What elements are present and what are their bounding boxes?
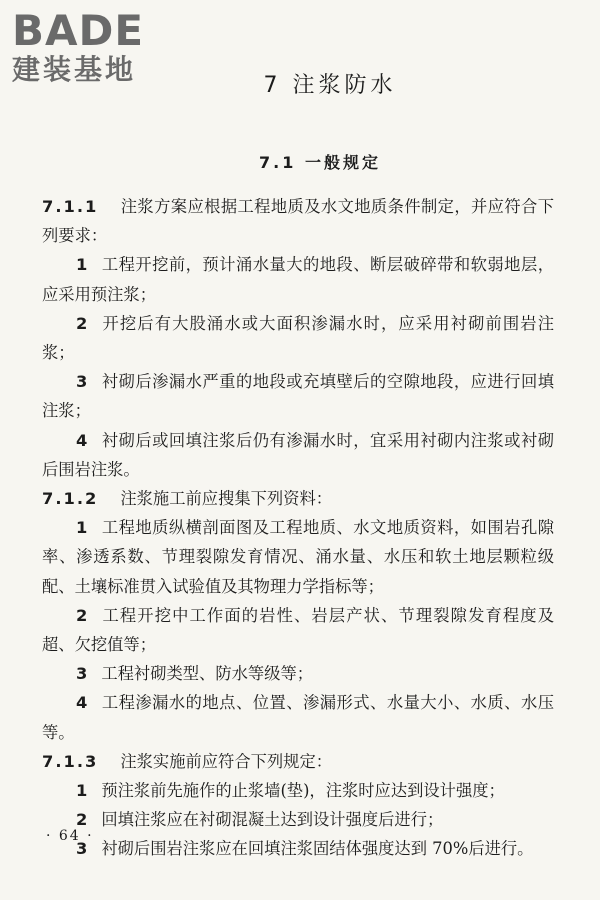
- item-number: 3: [76, 839, 88, 859]
- clause-number: 7.1.2: [42, 489, 99, 509]
- item-text: 工程开挖中工作面的岩性、岩层产状、节理裂隙发育程度及超、欠挖值等；: [42, 605, 554, 655]
- item-number: 1: [76, 781, 88, 801]
- item-number: 4: [76, 693, 88, 713]
- list-item: [42, 309, 554, 367]
- list-item: [42, 367, 554, 425]
- item-text: 工程衬砌类型、防水等级等；: [101, 664, 314, 684]
- item-number: 3: [76, 664, 88, 684]
- chapter-title: 7 注浆防水: [263, 73, 397, 98]
- item-number: 1: [76, 518, 88, 538]
- page-number: · 64 ·: [46, 828, 94, 844]
- item-text: 开挖后有大股涌水或大面积渗漏水时，应采用衬砌前围岩注浆；: [42, 313, 554, 363]
- list-item: [42, 688, 554, 746]
- clause-7-1-1: [42, 192, 554, 250]
- logo-mark: BADE: [12, 6, 145, 55]
- clause-7-1-2: [42, 484, 554, 513]
- item-number: 1: [76, 255, 88, 275]
- clause-text: 注浆方案应根据工程地质及水文地质条件制定，并应符合下列要求：: [42, 197, 554, 246]
- item-number: 3: [76, 372, 88, 392]
- list-item: [42, 426, 554, 484]
- section-title: 7.1 一般规定: [259, 153, 381, 172]
- item-number: 2: [76, 313, 88, 333]
- item-text: 工程开挖前，预计涌水量大的地段、断层破碎带和软弱地层，应采用预注浆；: [42, 255, 554, 304]
- list-item: [42, 776, 554, 805]
- item-number: 2: [76, 810, 88, 830]
- clause-text: 注浆施工前应搜集下列资料：: [120, 489, 333, 509]
- item-text: 衬砌后渗漏水严重的地段或充填壁后的空隙地段，应进行回填注浆；: [42, 372, 554, 421]
- item-text: 工程地质纵横剖面图及工程地质、水文地质资料，如围岩孔隙率、渗透系数、节理裂隙发育情况、涌水量、水压和软土地层颗粒级配、土壤标准贯入试验值及其物理力学指标等；: [42, 518, 554, 596]
- clause-number: 7.1.1: [42, 197, 99, 216]
- document-body: [42, 192, 554, 864]
- item-text: 预注浆前先施作的止浆墙(垫)，注浆时应达到设计强度；: [101, 781, 505, 801]
- clause-7-1-3: [42, 747, 554, 776]
- list-item: [42, 659, 554, 688]
- list-item: [42, 601, 554, 659]
- list-item: [42, 250, 554, 308]
- item-text: 衬砌后围岩注浆应在回填注浆固结体强度达到 70%后进行。: [101, 839, 534, 859]
- item-text: 工程渗漏水的地点、位置、渗漏形式、水量大小、水质、水压等。: [42, 693, 554, 742]
- item-number: 4: [76, 430, 88, 450]
- list-item: [42, 513, 554, 601]
- item-number: 2: [76, 605, 88, 625]
- logo-subtitle: 建装基地: [12, 53, 137, 86]
- clause-text: 注浆实施前应符合下列规定：: [120, 751, 333, 771]
- list-item: [42, 805, 554, 834]
- item-text: 回填注浆应在衬砌混凝土达到设计强度后进行；: [101, 810, 444, 830]
- list-item: [42, 834, 554, 863]
- clause-number: 7.1.3: [42, 751, 99, 771]
- item-text: 衬砌后或回填注浆后仍有渗漏水时，宜采用衬砌内注浆或衬砌后围岩注浆。: [42, 430, 554, 479]
